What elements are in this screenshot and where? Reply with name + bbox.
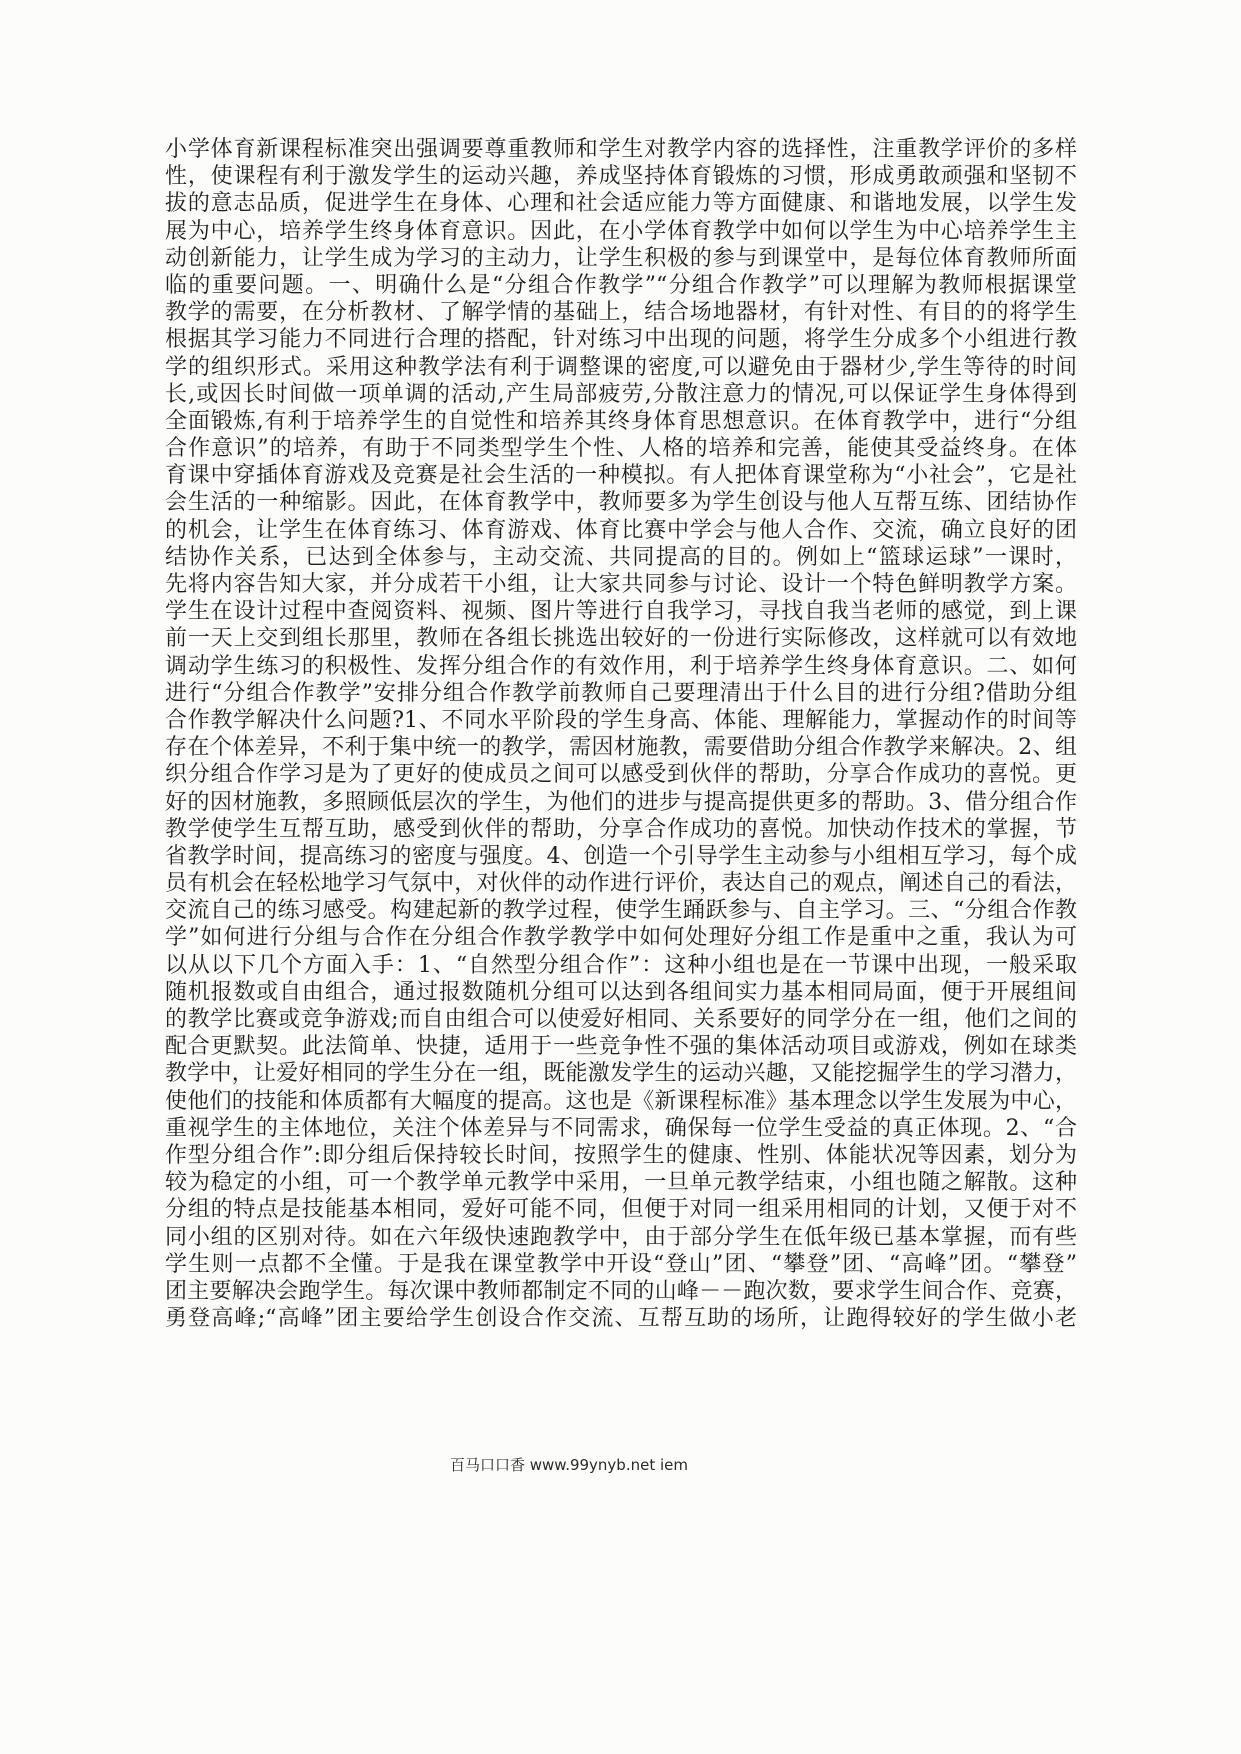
text-line: 教学使学生互帮互助，感受到伙伴的帮助，分享合作成功的喜悦。加快动作技术的掌握，节 bbox=[165, 816, 1077, 842]
text-line: 使他们的技能和体质都有大幅度的提高。这也是《新课程标准》基本理念以学生发展为中心， bbox=[165, 1088, 1077, 1114]
text-line: 较为稳定的小组，可一个教学单元教学中采用，一旦单元教学结束，小组也随之解散。这种 bbox=[165, 1170, 1077, 1196]
text-line: 动创新能力，让学生成为学习的主动力，让学生积极的参与到课堂中，是每位体育教师所面 bbox=[165, 245, 1077, 271]
page-footer: 百马口口香 www.99ynyb.net iem bbox=[450, 1456, 688, 1474]
text-line: 好的因材施教，多照顾低层次的学生，为他们的进步与提高提供更多的帮助。3、借分组合作 bbox=[165, 789, 1077, 815]
text-line: 随机报数或自由组合，通过报数随机分组可以达到各组间实力基本相同局面，便于开展组间 bbox=[165, 979, 1077, 1005]
text-line: 展为中心，培养学生终身体育意识。因此，在小学体育教学中如何以学生为中心培养学生主 bbox=[165, 218, 1077, 244]
text-line: 配合更默契。此法简单、快捷，适用于一些竞争性不强的集体活动项目或游戏，例如在球类 bbox=[165, 1034, 1077, 1060]
text-line: 学生则一点都不全懂。于是我在课堂教学中开设“登山”团、“攀登”团、“高峰”团。“攀登” bbox=[165, 1251, 1077, 1277]
text-line: 拔的意志品质，促进学生在身体、心理和社会适应能力等方面健康、和谐地发展，以学生发 bbox=[165, 191, 1077, 217]
text-line: 学的组织形式。采用这种教学法有利于调整课的密度,可以避免由于器材少,学生等待的时间 bbox=[165, 354, 1077, 380]
text-line: 以从以下几个方面入手：1、“自然型分组合作”：这种小组也是在一节课中出现，一般采取 bbox=[165, 952, 1077, 978]
text-line: 教学中，让爱好相同的学生分在一组，既能激发学生的运动兴趣，又能挖掘学生的学习潜力， bbox=[165, 1061, 1077, 1087]
text-line: 重视学生的主体地位，关注个体差异与不同需求，确保每一位学生受益的真正体现。2、“合 bbox=[165, 1115, 1077, 1141]
text-line: 存在个体差异，不利于集中统一的教学，需因材施教，需要借助分组合作教学来解决。2、组 bbox=[165, 735, 1077, 761]
text-line: 先将内容告知大家，并分成若干小组，让大家共同参与讨论、设计一个特色鲜明教学方案。 bbox=[165, 572, 1077, 597]
text-line: 前一天上交到组长那里，教师在各组长挑选出较好的一份进行实际修改，这样就可以有效地 bbox=[165, 626, 1077, 652]
text-line: 结协作关系，已达到全体参与，主动交流、共同提高的目的。例如上“篮球运球”一课时， bbox=[165, 544, 1077, 570]
text-line: 临的重要问题。一、明确什么是“分组合作教学”“分组合作教学”可以理解为教师根据课堂 bbox=[165, 272, 1077, 298]
text-line: 调动学生练习的积极性、发挥分组合作的有效作用，利于培养学生终身体育意识。二、如何 bbox=[165, 653, 1077, 679]
text-line: 员有机会在轻松地学习气氛中，对伙伴的动作进行评价，表达自己的观点，阐述自己的看法， bbox=[165, 871, 1077, 897]
text-line: 长,或因长时间做一项单调的活动,产生局部疲劳,分散注意力的情况,可以保证学生身体得到 bbox=[165, 381, 1077, 407]
text-line: 勇登高峰;“高峰”团主要给学生创设合作交流、互帮互助的场所，让跑得较好的学生做小老 bbox=[165, 1306, 1077, 1332]
text-line: 会生活的一种缩影。因此，在体育教学中，教师要多为学生创设与他人互帮互练、团结协作 bbox=[165, 490, 1077, 516]
text-line: 同小组的区别对待。如在六年级快速跑教学中，由于部分学生在低年级已基本掌握，而有些 bbox=[165, 1224, 1077, 1250]
text-line: 教学的需要，在分析教材、了解学情的基础上，结合场地器材，有针对性、有目的的将学生 bbox=[165, 300, 1077, 326]
text-line: 织分组合作学习是为了更好的使成员之间可以感受到伙伴的帮助，分享合作成功的喜悦。更 bbox=[165, 762, 1077, 788]
text-line: 性，使课程有利于激发学生的运动兴趣，养成坚持体育锻炼的习惯，形成勇敢顽强和坚韧不 bbox=[165, 164, 1077, 190]
body-paragraph bbox=[165, 136, 1077, 1332]
text-line: 交流自己的练习感受。构建起新的教学过程，使学生踊跃参与、自主学习。三、“分组合作教 bbox=[165, 898, 1077, 924]
text-line: 合作教学解决什么问题?1、不同水平阶段的学生身高、体能、理解能力，掌握动作的时间等 bbox=[165, 707, 1077, 733]
text-line: 根据其学习能力不同进行合理的搭配，针对练习中出现的问题，将学生分成多个小组进行教 bbox=[165, 327, 1077, 353]
text-line: 团主要解决会跑学生。每次课中教师都制定不同的山峰－－跑次数，要求学生间合作、竞赛， bbox=[165, 1278, 1077, 1304]
text-line: 的机会，让学生在体育练习、体育游戏、体育比赛中学会与他人合作、交流，确立良好的团 bbox=[165, 517, 1077, 543]
text-line: 的教学比赛或竞争游戏;而自由组合可以使爱好相同、关系要好的同学分在一组，他们之间的 bbox=[165, 1007, 1077, 1032]
text-line: 作型分组合作”:即分组后保持较长时间，按照学生的健康、性别、体能状况等因素，划分为 bbox=[165, 1142, 1077, 1168]
text-line: 育课中穿插体育游戏及竞赛是社会生活的一种模拟。有人把体育课堂称为“小社会”，它是社 bbox=[165, 463, 1077, 489]
text-line: 学”如何进行分组与合作在分组合作教学教学中如何处理好分组工作是重中之重，我认为可 bbox=[165, 925, 1077, 951]
text-line: 省教学时间，提高练习的密度与强度。4、创造一个引导学生主动参与小组相互学习，每个成 bbox=[165, 843, 1077, 869]
text-line: 全面锻炼,有利于培养学生的自觉性和培养其终身体育思想意识。在体育教学中，进行“分组 bbox=[165, 408, 1077, 434]
text-line: 合作意识”的培养，有助于不同类型学生个性、人格的培养和完善，能使其受益终身。在体 bbox=[165, 436, 1077, 462]
text-line: 小学体育新课程标准突出强调要尊重教师和学生对教学内容的选择性，注重教学评价的多样 bbox=[165, 137, 1077, 162]
text-line: 分组的特点是技能基本相同，爱好可能不同，但便于对同一组采用相同的计划，又便于对不 bbox=[165, 1197, 1077, 1223]
text-line: 学生在设计过程中查阅资料、视频、图片等进行自我学习，寻找自我当老师的感觉，到上课 bbox=[165, 599, 1077, 625]
text-line: 进行“分组合作教学”安排分组合作教学前教师自己要理清出于什么目的进行分组?借助分组 bbox=[165, 680, 1077, 706]
